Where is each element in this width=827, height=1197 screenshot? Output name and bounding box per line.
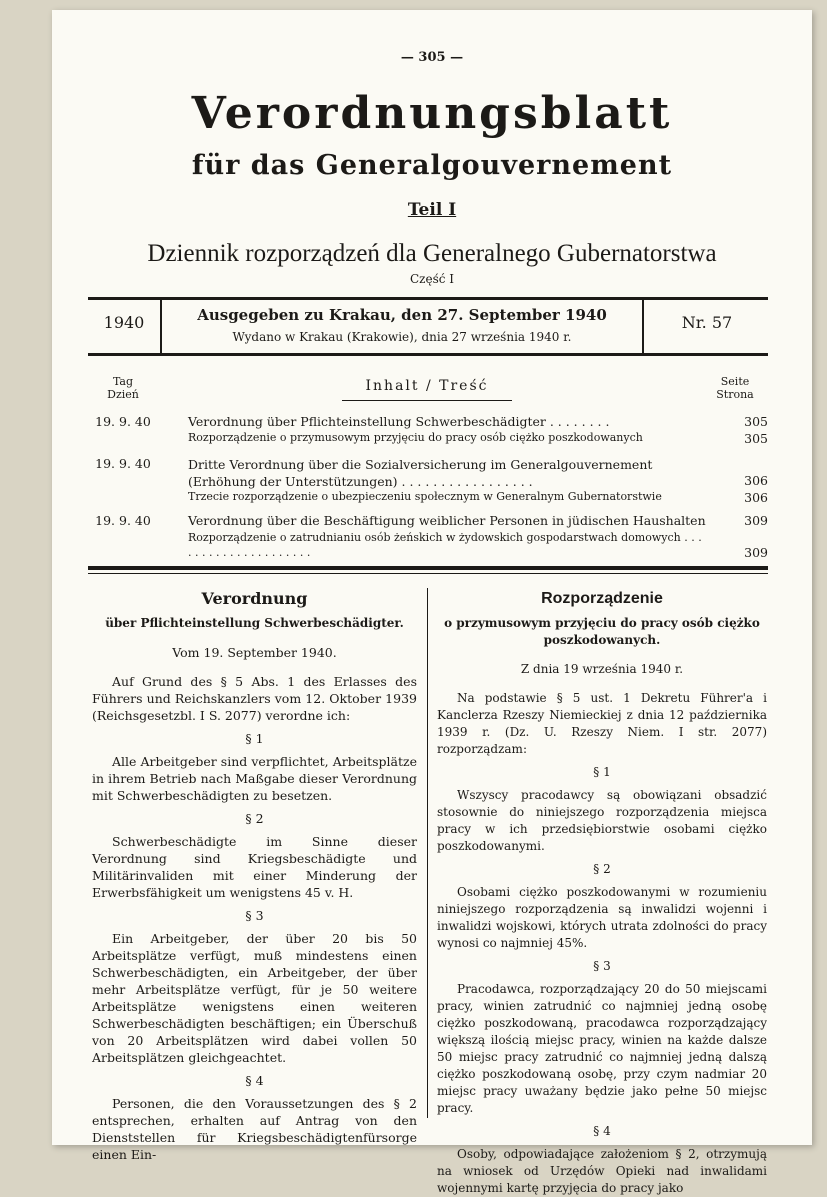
toc-row-date: 19. 9. 40 (95, 414, 151, 429)
masthead-title: Verordnungsblatt (191, 88, 673, 139)
de-section-text: Personen, die den Voraussetzungen des § 2 entsprechen, erhalten auf Antrag von den Dienststellen für Kriegsbeschädigtenfürsorge einen Ein- (92, 1096, 417, 1162)
de-section-label: § 3 (245, 908, 264, 923)
de-section-label: § 2 (245, 811, 264, 826)
de-date: Vom 19. September 1940. (172, 645, 337, 660)
pl-subheading: o przymusowym przyjęciu do pracy osób ciężko poszkodowanych. (444, 616, 760, 647)
polish-column (437, 590, 767, 1197)
de-subheading: über Pflichteinstellung Schwerbeschädigter. (105, 616, 404, 630)
pl-section-label: § 1 (593, 765, 611, 779)
toc-title: Inhalt / Treść (365, 378, 489, 394)
toc-col-day-de: Tag (112, 375, 134, 388)
pl-section-text: Osobami ciężko poszkodowanymi w rozumieniu niniejszego rozporządzenia są inwalidzi wojenni i inwalidzi wojskowi, których utrata zdolności do pracy wynosi co najmniej 45%. (437, 885, 767, 950)
toc-row-title-de: Verordnung über die Beschäftigung weiblicher Personen in jüdischen Haushalten (188, 513, 706, 528)
issue-year: 1940 (103, 313, 145, 332)
toc-title-underline (342, 400, 512, 401)
de-section-text: Alle Arbeitgeber sind verpflichtet, Arbeitsplätze in ihrem Betrieb nach Maßgabe dieser Verordnung mit Schwerbeschädigten zu besetzen. (92, 754, 417, 803)
toc-row-page-pl: 309 (744, 545, 768, 560)
toc-row-title-pl: Rozporządzenie o przymusowym przyjęciu do pracy osób ciężko poszkodowanych (188, 431, 643, 444)
toc-row-title-de: Dritte Verordnung über die Sozialversicherung im Generalgouvernement (Erhöhung der Unterstützungen) . . . . . . . . . . . . . . . . . (188, 457, 653, 489)
de-section-label: § 1 (245, 731, 264, 746)
toc-row-page-de: 305 (744, 414, 768, 429)
pl-section-text: Wszyscy pracodawcy są obowiązani obsadzić stosownie do niniejszego rozporządzenia miejsca pracy w ich przedsiębiorstwie osobami ciężko poszkodowanymi. (437, 788, 767, 853)
section-rule (88, 566, 768, 570)
de-section-text: Ein Arbeitgeber, der über 20 bis 50 Arbeitsplätze verfügt, muß mindestens einen Schwerbeschädigten, ein Arbeitgeber, der über mehr Arbeitsplätze verfügt, für je 50 weitere Arbeitsplätze wenigstens einen weiteren Schwerbeschädigten beschäftigen; ein Überschuß von 20 Arbeitsplätzen wird dabei vollen 50 Arbeitsplätzen gleichgeachtet. (92, 931, 417, 1065)
pl-date: Z dnia 19 września 1940 r. (520, 662, 684, 676)
pl-section-label: § 4 (593, 1124, 611, 1138)
toc-row (88, 414, 768, 444)
section-rule-thin (88, 573, 768, 574)
toc-row-title-de: Verordnung über Pflichteinstellung Schwerbeschädigter . . . . . . . . (188, 414, 610, 429)
rule-top (88, 297, 768, 300)
pl-heading: Rozporządzenie (541, 590, 663, 607)
de-heading: Verordnung (201, 589, 308, 608)
toc-row (88, 513, 768, 561)
toc-row-page-de: 309 (744, 513, 768, 528)
masthead-part: Teil I (407, 200, 457, 220)
issue-date-pl: Wydano w Krakau (Krakowie), dnia 27 września 1940 r. (232, 330, 572, 344)
page-number: — 305 — (400, 50, 464, 65)
masthead-pl-title: Dziennik rozporządzeń dla Generalnego Gubernatorstwa (147, 240, 717, 267)
toc-col-page-de: Seite (720, 375, 750, 388)
issue-date-de: Ausgegeben zu Krakau, den 27. September 1940 (197, 306, 607, 324)
toc-col-day-pl: Dzień (107, 388, 139, 401)
pl-section-label: § 2 (593, 862, 611, 876)
pl-section-label: § 3 (593, 959, 611, 973)
toc-row-page-pl: 305 (744, 431, 768, 446)
toc-row-page-pl: 306 (744, 490, 768, 505)
german-column (92, 590, 417, 1163)
toc-row-title-pl: Rozporządzenie o zatrudnianiu osób żeńskich w żydowskich gospodarstwach domowych . . . . . . . . . . . . . . . . . . . . . (188, 531, 702, 559)
pl-section-text: Osoby, odpowiadające założeniom § 2, otrzymują na wniosek od Urzędów Opieki nad inwalidami wojennymi kartę przyjęcia do pracy jako (437, 1147, 767, 1195)
masthead-pl-part: Część I (409, 272, 455, 286)
toc-row-date: 19. 9. 40 (95, 513, 151, 528)
column-separator (427, 588, 428, 1118)
de-intro: Auf Grund des § 5 Abs. 1 des Erlasses des Führers und Reichskanzlers vom 12. Oktober 1939 (Reichsgesetzbl. I S. 2077) verordne ich: (92, 674, 417, 723)
info-divider-right (642, 297, 644, 356)
pl-intro: Na podstawie § 5 ust. 1 Dekretu Führer'a i Kanclerza Rzeszy Niemieckiej z dnia 12 października 1939 r. (Dz. U. Rzeszy Niem. I str. 2077) rozporządzam: (437, 691, 767, 756)
document-page (52, 10, 812, 1195)
toc-col-day (88, 375, 158, 401)
toc-row-page-de: 306 (744, 473, 768, 488)
de-section-text: Schwerbeschädigte im Sinne dieser Verordnung sind Kriegsbeschädigte und Militärinvaliden mit einer Minderung der Erwerbsfähigkeit um wenigstens 45 v. H. (92, 834, 417, 900)
pl-section-text: Pracodawca, rozporządzający 20 do 50 miejscami pracy, winien zatrudnić co najmniej jedną osobę ciężko poszkodowaną, pracodawca rozporządzający większą ilością miejsc pracy, winien na każde dalsze 50 miejsc pracy zatrudnić co najmniej jedną dalszą ciężko poszkodowaną osobę, przy czym nadmiar 20 miejsc pracy uważany będzie jako pełne 50 miejsc pracy. (437, 982, 767, 1115)
masthead-subtitle: für das Generalgouvernement (191, 150, 673, 181)
rule-bottom (88, 353, 768, 356)
toc-col-page (702, 375, 768, 401)
de-section-label: § 4 (245, 1073, 264, 1088)
toc-row (88, 456, 768, 504)
toc-row-date: 19. 9. 40 (95, 456, 151, 471)
toc-row-title-pl: Trzecie rozporządzenie o ubezpieczeniu społecznym w Generalnym Gubernatorstwie (188, 490, 662, 503)
issue-number: Nr. 57 (681, 313, 733, 332)
toc-col-page-pl: Strona (716, 388, 754, 401)
